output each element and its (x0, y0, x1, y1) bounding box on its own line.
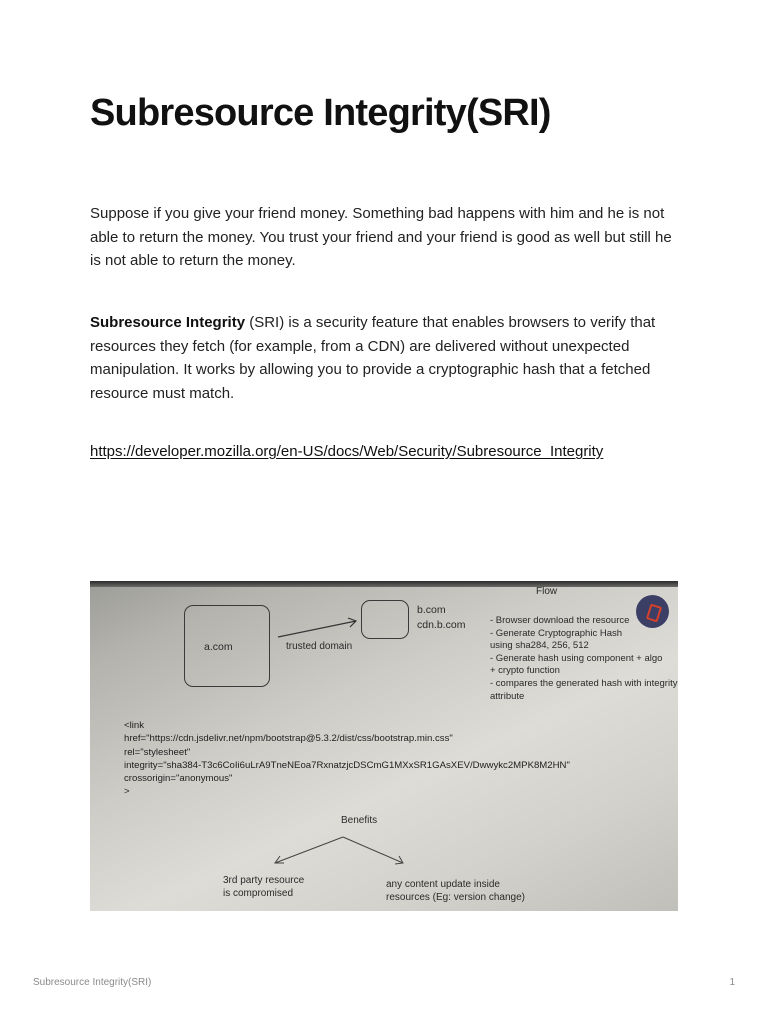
benefit-left-line: is compromised (223, 888, 294, 899)
flow-heading: Flow (536, 586, 558, 597)
definition-text: (SRI) is a security feature that enables browsers to verify that resources they fetch (for example, from a CDN) are delivered without unexpected manipulation. It works by allowing you to provide a cryptographic hash that a fetched resource must match. (90, 314, 656, 402)
flow-step: using sha284, 256, 512 (490, 640, 589, 652)
benefit-left-line: 3rd party resource (223, 875, 305, 886)
code-snippet (124, 719, 570, 799)
trusted-arrow (278, 621, 356, 637)
footer-title: Subresource Integrity(SRI) (33, 977, 152, 988)
cdn-b-com-label: cdn.b.com (417, 619, 466, 631)
benefits-heading: Benefits (341, 815, 378, 826)
b-com-box (361, 600, 409, 639)
flow-step: - Browser download the resource (490, 615, 630, 626)
definition-paragraph (90, 311, 680, 405)
flow-step: + crypto function (490, 665, 560, 677)
flow-step: - Generate hash using component + algo (490, 652, 663, 664)
trusted-domain-label: trusted domain (286, 641, 353, 652)
benefit-left-arrowhead (275, 856, 284, 863)
code-line: <link (124, 720, 144, 731)
flow-steps (490, 615, 677, 703)
badge-icon (636, 595, 669, 628)
page-number: 1 (729, 977, 735, 988)
flow-step: attribute (490, 690, 525, 702)
flow-step: - Generate Cryptographic Hash (490, 627, 623, 639)
whiteboard-photo (90, 581, 678, 911)
code-line: crossorigin="anonymous" (124, 773, 233, 785)
flow-step: - compares the generated hash with integrity (490, 677, 678, 689)
badge-mark-icon (646, 604, 662, 623)
code-line: href="https://cdn.jsdelivr.net/npm/bootstrap@5.3.2/dist/css/bootstrap.min.css" (124, 733, 453, 745)
benefit-left-arrow (275, 837, 343, 863)
code-line: integrity="sha384-T3c6CoIi6uLrA9TneNEoa7RxnatzjcDSCmG1MXxSR1GAsXEV/Dwwykc2MPK8M2HN" (124, 759, 570, 771)
benefit-left (223, 874, 304, 900)
benefit-right-line: resources (Eg: version change) (386, 892, 525, 903)
benefit-right-line: any content update inside (386, 879, 500, 890)
intro-paragraph: Suppose if you give your friend money. Something bad happens with him and he is not able to return the money. You trust your friend and your friend is good as well but still he is not able to return the money. (90, 205, 672, 269)
benefit-right (386, 878, 525, 904)
benefit-right-arrow (343, 837, 403, 863)
code-line: rel="stylesheet" (124, 746, 191, 758)
b-com-label: b.com (417, 604, 446, 616)
page-title: Subresource Integrity(SRI) (90, 92, 551, 134)
definition-term: Subresource Integrity (90, 314, 246, 331)
a-com-label: a.com (204, 641, 233, 653)
mdn-link[interactable]: https://developer.mozilla.org/en-US/docs/Web/Security/Subresource_Integrity (90, 443, 604, 460)
code-line: > (124, 786, 130, 798)
